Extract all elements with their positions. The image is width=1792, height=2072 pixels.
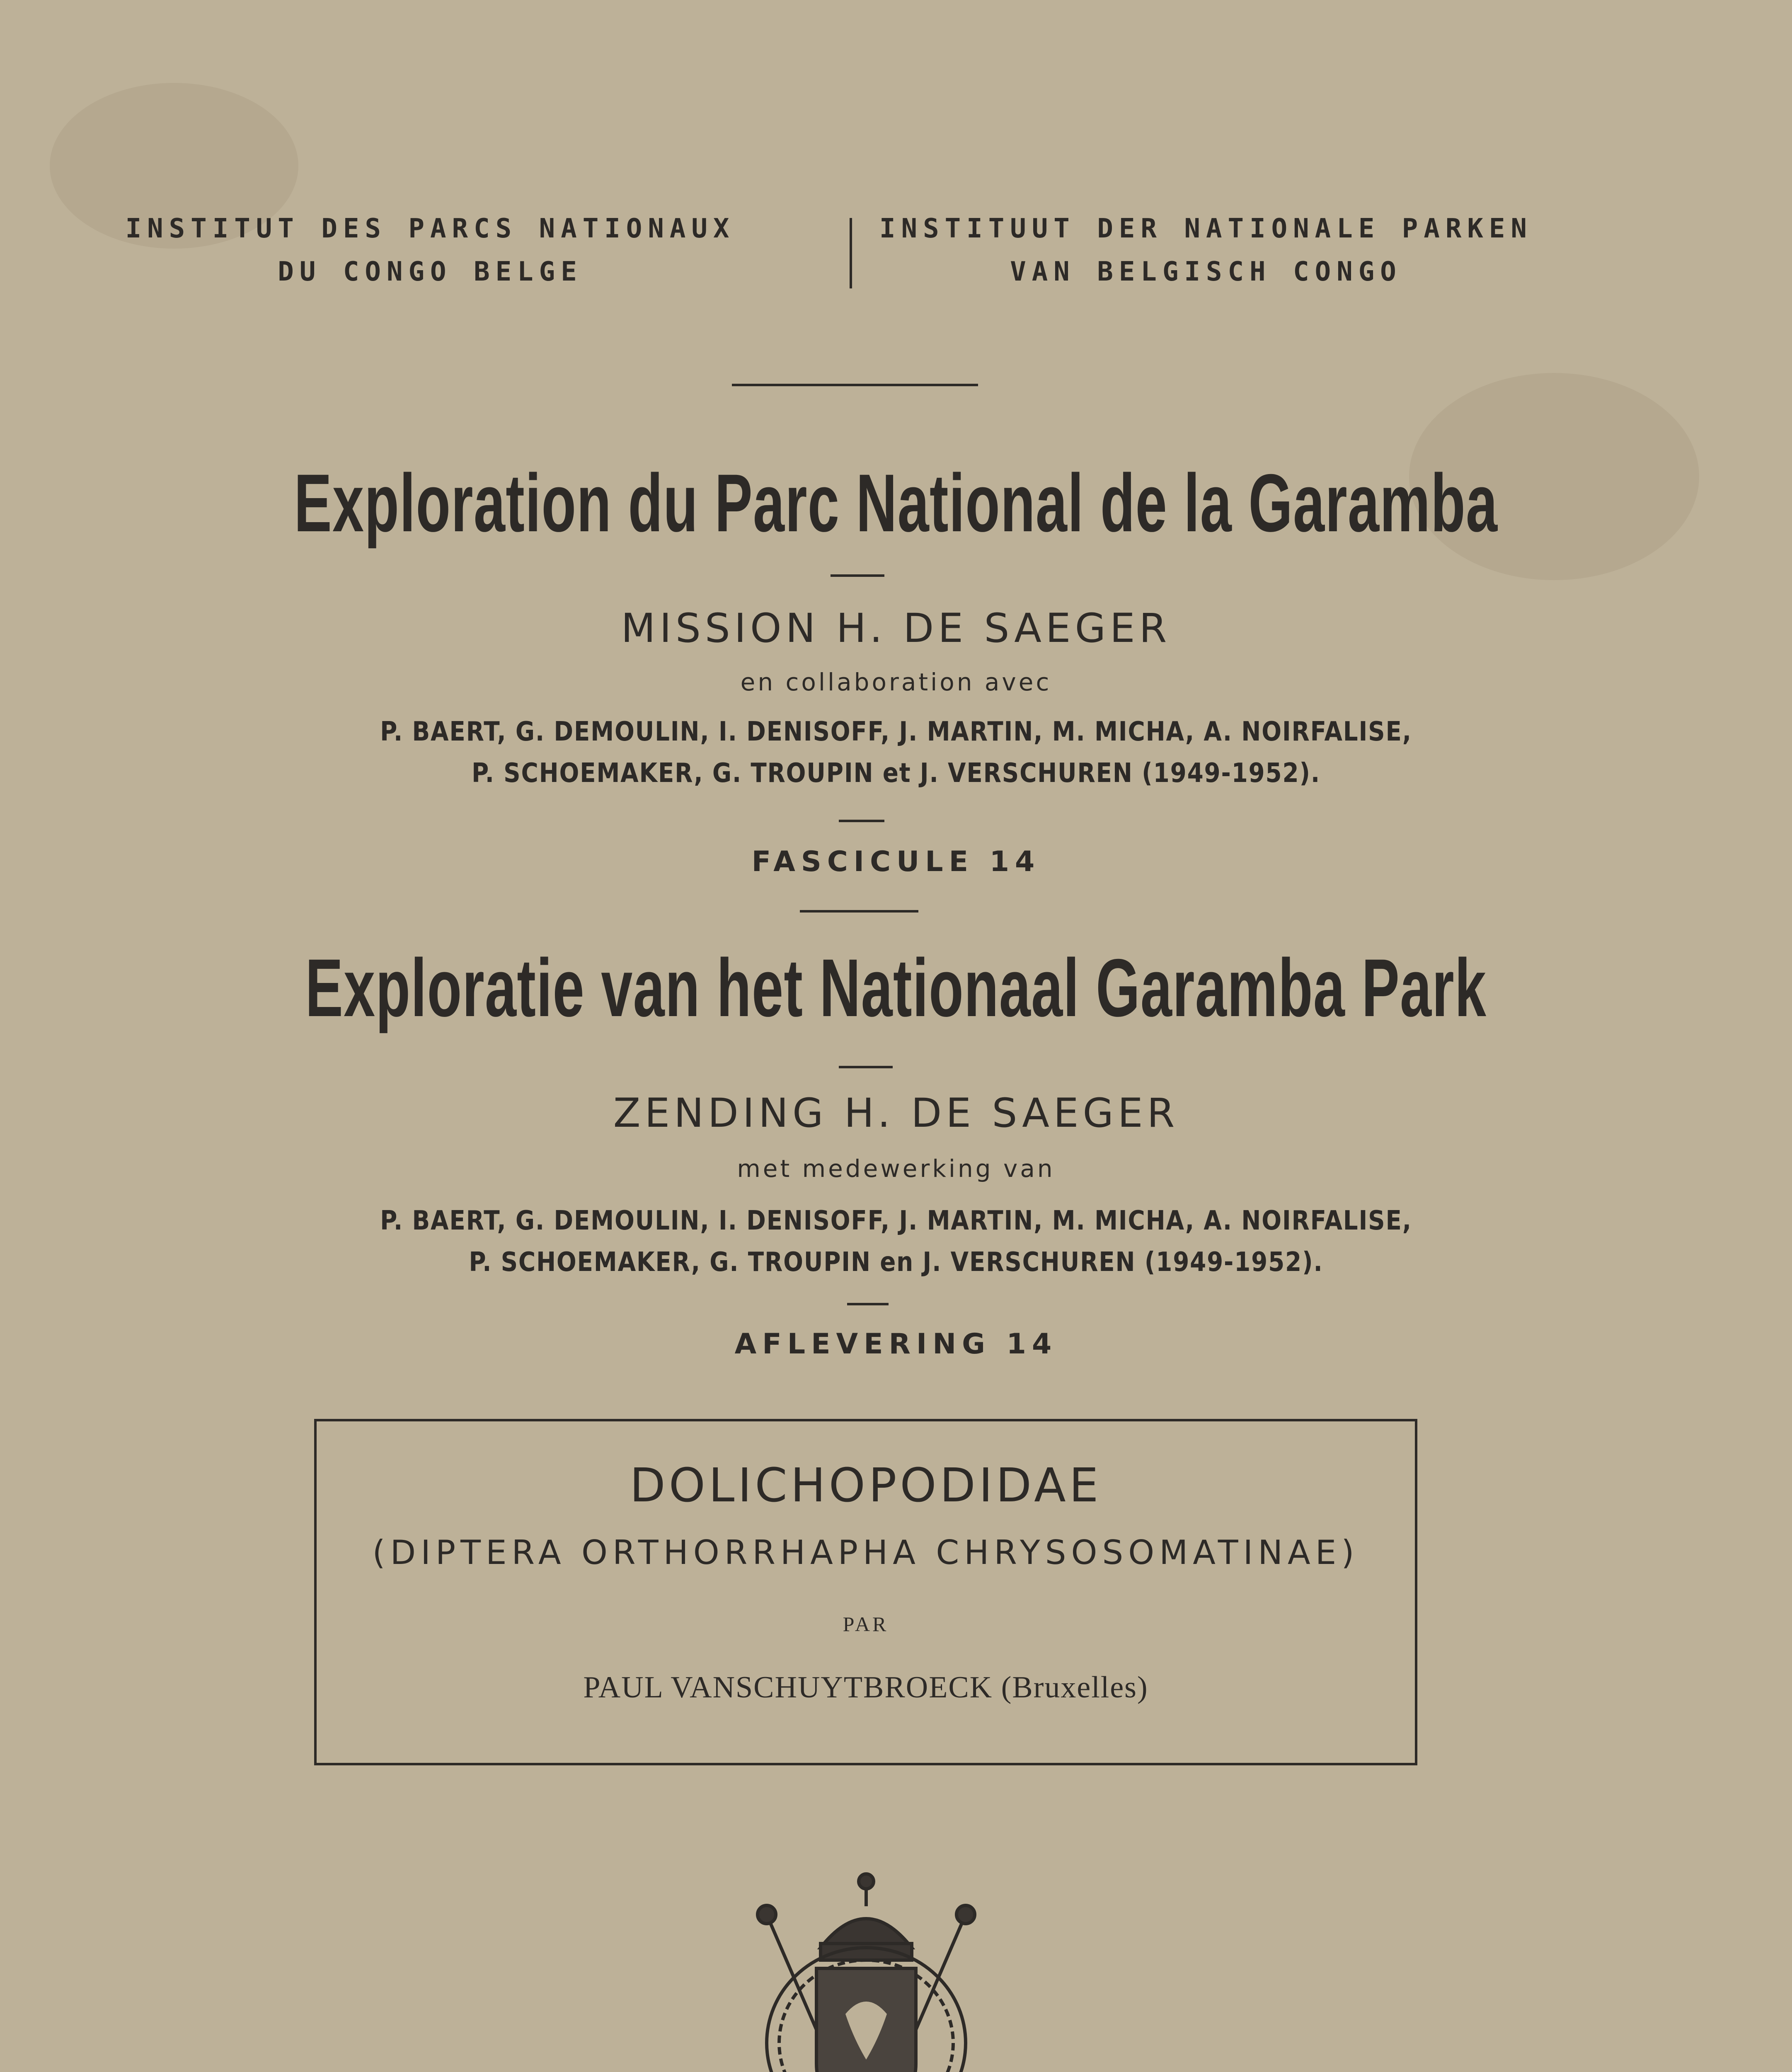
names-fr [0, 711, 1792, 794]
short-rule [839, 820, 884, 822]
names-nl-line1: P. BAERT, G. DEMOULIN, I. DENISOFF, J. MARTIN, M. MICHA, A. NOIRFALISE, [380, 1205, 1412, 1236]
mission-fr-wrap [0, 605, 1792, 651]
header-divider [850, 218, 852, 288]
short-rule [847, 1303, 889, 1305]
title-fr-wrap [0, 456, 1792, 564]
institute-fr-line1: INSTITUT DES PARCS NATIONAUX [125, 213, 735, 244]
par-wrap [317, 1612, 1415, 1636]
collab-nl-wrap [0, 1155, 1792, 1183]
collab-fr-wrap [0, 668, 1792, 696]
fascicule-label: FASCICULE 14 [751, 845, 1041, 878]
names-nl [0, 1200, 1792, 1283]
coat-of-arms-graphic [742, 1865, 990, 2072]
order-name: (DIPTERA ORTHORRHAPHA CHRYSOSOMATINAE) [372, 1533, 1359, 1572]
collab-fr: en collaboration avec [740, 668, 1052, 696]
family-name: DOLICHOPODIDAE [630, 1459, 1102, 1513]
institute-fr-line2: DU CONGO BELGE [278, 257, 583, 287]
names-fr-line1: P. BAERT, G. DEMOULIN, I. DENISOFF, J. MARTIN, M. MICHA, A. NOIRFALISE, [380, 716, 1412, 747]
family-wrap [317, 1459, 1415, 1513]
author-wrap [317, 1670, 1415, 1705]
author-name: PAUL VANSCHUYTBROECK (Bruxelles) [583, 1670, 1148, 1704]
header-rule [732, 384, 978, 386]
names-fr-line2: P. SCHOEMAKER, G. TROUPIN et J. VERSCHUREN (1949-1952). [471, 758, 1321, 789]
title-nl-wrap [0, 941, 1792, 1048]
title-nl: Exploratie van het Nationaal Garamba Park [305, 942, 1487, 1034]
mission-nl-wrap [0, 1090, 1792, 1136]
aflevering-label: AFLEVERING 14 [734, 1328, 1058, 1360]
institute-nl-line1: INSTITUUT DER NATIONALE PARKEN [879, 213, 1533, 244]
institute-nl [858, 207, 1554, 293]
section-rule [800, 910, 918, 913]
belgian-coat-of-arms-icon [742, 1865, 990, 2072]
institute-nl-line2: VAN BELGISCH CONGO [1010, 257, 1402, 287]
work-title-box [314, 1419, 1417, 1765]
short-rule [839, 1066, 893, 1068]
short-rule [831, 574, 884, 577]
title-fr: Exploration du Parc National de la Garamba [294, 457, 1498, 549]
collab-nl: met medewerking van [737, 1155, 1055, 1183]
institute-fr [0, 207, 860, 293]
fascicule-wrap [0, 845, 1792, 878]
order-wrap [317, 1533, 1415, 1572]
names-nl-line2: P. SCHOEMAKER, G. TROUPIN en J. VERSCHUREN (1949-1952). [469, 1247, 1323, 1278]
mission-fr: MISSION H. DE SAEGER [621, 605, 1171, 651]
aflevering-wrap [0, 1328, 1792, 1360]
mission-nl: ZENDING H. DE SAEGER [613, 1090, 1179, 1136]
par-label: PAR [843, 1612, 889, 1636]
